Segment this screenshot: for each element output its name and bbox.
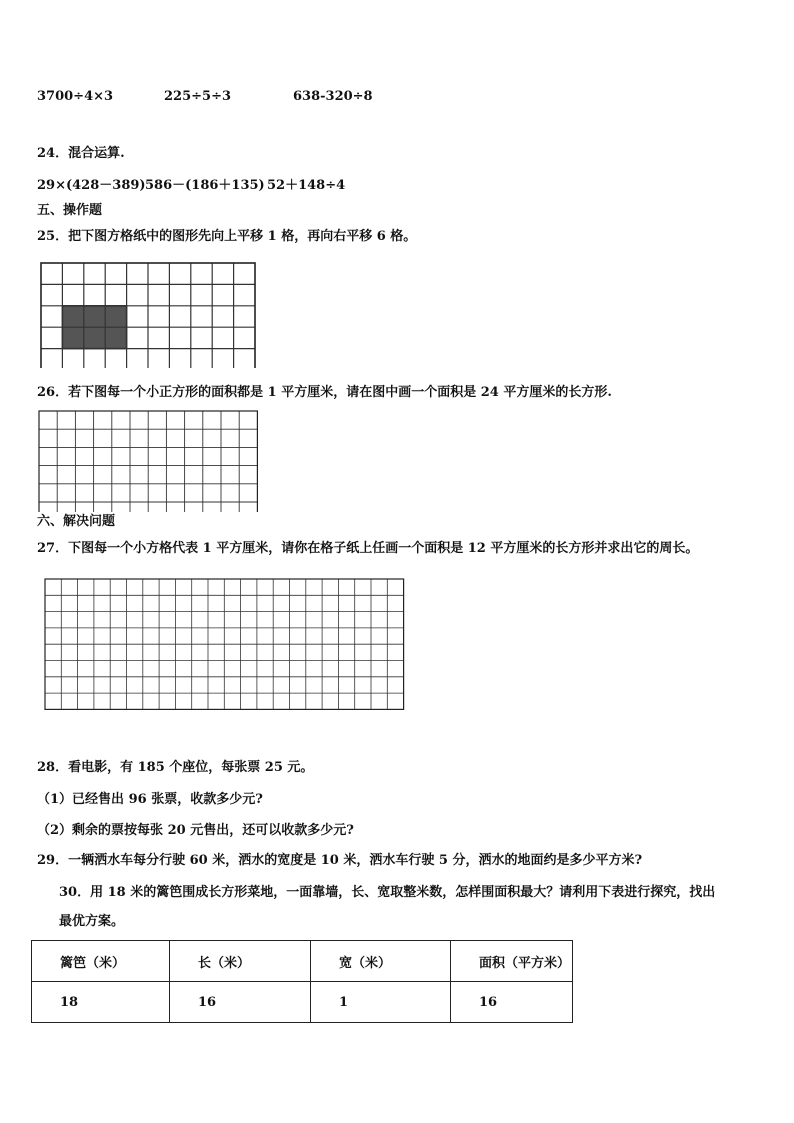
question-25-text: 25．把下图方格纸中的图形先向上平移 1 格，再向右平移 6 格。 [37,229,417,244]
q24-expression-3: 52＋148÷4 [267,178,346,193]
q25-grid [40,262,258,368]
header-length: 长（米） [170,941,311,982]
table-row [32,982,573,1023]
cell-width: 1 [311,982,451,1023]
question-28-text: 28．看电影，有 185 个座位，每张票 25 元。 [37,760,314,775]
section-5-heading: 五、操作题 [37,203,103,218]
header-fence: 篱笆（米） [32,941,170,982]
header-area: 面积（平方米） [451,941,573,982]
cell-area: 16 [451,982,573,1023]
header-width: 宽（米） [311,941,451,982]
question-27-text: 27．下图每一个小方格代表 1 平方厘米，请你在格子纸上任画一个面积是 12 平方厘米的长方形并求出它的周长。 [37,541,699,556]
calc-expression-1: 3700÷4×3 [37,89,114,104]
question-28-sub-1: （1）已经售出 96 张票，收款多少元? [37,792,263,807]
question-29-text: 29．一辆洒水车每分行驶 60 米，洒水的宽度是 10 米，洒水车行驶 5 分，洒水的地面约是多少平方米? [37,853,643,868]
section-6-heading: 六、解决问题 [37,514,116,529]
table-header-row [32,941,573,982]
q30-exploration-table [31,940,573,1023]
q24-expression-1: 29×(428－389) [37,178,146,193]
calc-expression-3: 638-320÷8 [293,89,373,104]
q27-grid [44,578,408,739]
cell-fence: 18 [32,982,170,1023]
calc-expression-2: 225÷5÷3 [164,89,232,104]
question-28-sub-2: （2）剩余的票按每张 20 元售出，还可以收款多少元? [37,823,354,838]
question-24-title: 24．混合运算. [37,146,125,161]
question-26-text: 26．若下图每一个小正方形的面积都是 1 平方厘米，请在图中画一个面积是 24 平方厘米的长方形. [37,385,612,400]
q26-grid [38,410,260,512]
cell-length: 16 [170,982,311,1023]
q24-expression-2: 586－(186＋135) [145,178,265,193]
question-30-text-line-2: 最优方案。 [59,914,125,929]
question-30-text-line-1: 30．用 18 米的篱笆围成长方形菜地，一面靠墙，长、宽取整米数，怎样围面积最大？请利用下表进行探究，找出 [59,885,716,900]
